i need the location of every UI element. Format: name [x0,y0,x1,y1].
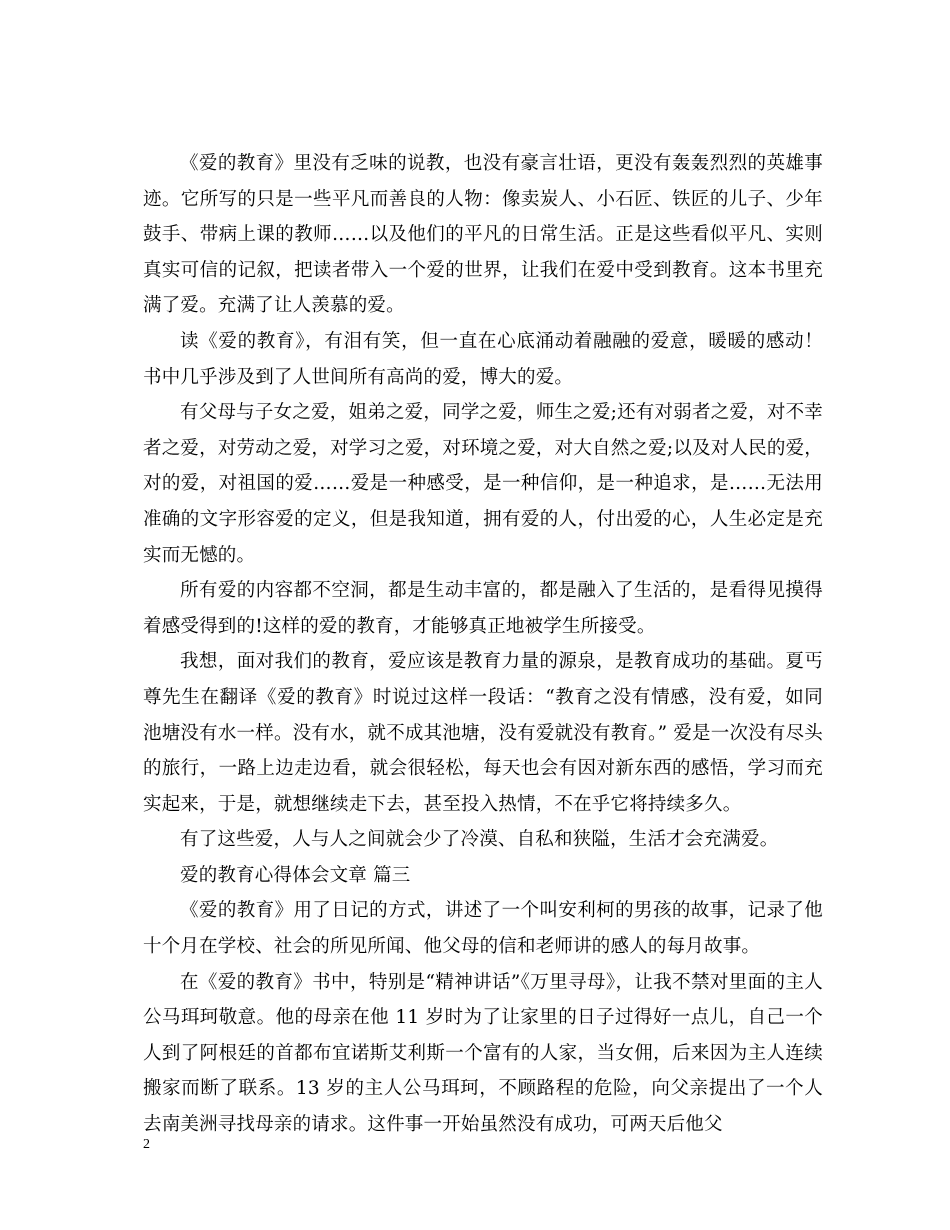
page-number: 2 [143,1137,150,1152]
paragraph-intro: 《爱的教育》里没有乏味的说教，也没有豪言壮语，更没有轰轰烈烈的英雄事迹。它所写的只是一些平凡而善良的人物：像卖炭人、小石匠、铁匠的儿子、少年鼓手、带病上课的教师……以及他们的平凡的日常生活。正是这些看似平凡、实则真实可信的记叙，把读者带入一个爱的世界，让我们在爱中受到教育。这本书里充满了爱。充满了让人羡慕的爱。 [143,153,823,317]
paragraph-kinds-of-love: 有父母与子女之爱，姐弟之爱，同学之爱，师生之爱;还有对弱者之爱，对不幸者之爱，对劳动之爱，对学习之爱，对环境之爱，对大自然之爱;以及对人民的爱，对的爱，对祖国的爱……爱是一种感受，是一种信仰，是一种追求，是……无法用准确的文字形容爱的定义，但是我知道，拥有爱的人，付出爱的心，人生必定是充实而无憾的。 [143,402,823,566]
paragraph-diary-format: 《爱的教育》用了日记的方式，讲述了一个叫安利柯的男孩的故事，记录了他十个月在学校、社会的所见所闻、他父母的信和老师讲的感人的每月故事。 [143,900,823,958]
paragraph-reading-feelings: 读《爱的教育》，有泪有笑，但一直在心底涌动着融融的爱意，暖暖的感动！书中几乎涉及到了人世间所有高尚的爱，博大的爱。 [143,330,823,388]
body-text [143,146,823,1143]
section-heading: 爱的教育心得体会文章 篇三 [180,864,411,886]
paragraph-conclusion: 有了这些爱，人与人之间就会少了冷漠、自私和狭隘，生活才会充满爱。 [180,829,779,851]
paragraph-education-source: 我想，面对我们的教育，爱应该是教育力量的源泉，是教育成功的基础。夏丐尊先生在翻译《爱的教育》时说过这样一段话：“教育之没有情感，没有爱，如同池塘没有水一样。没有水，就不成其池塘，没有爱就没有教育。” 爱是一次没有尽头的旅行，一路上边走边看，就会很轻松，每天也会有因对新东西的感悟，学习而充实起来，于是，就想继续走下去，甚至投入热情，不在乎它将持续多久。 [143,651,823,815]
paragraph-marco-story: 在《爱的教育》书中，特别是“精神讲话”《万里寻母》，让我不禁对里面的主人公马珥珂敬意。他的母亲在他 11 岁时为了让家里的日子过得好一点儿，自己一个人到了阿根廷的首都布宜诺斯艾利斯一个富有的人家，当女佣，后来因为主人连续搬家而断了联系。13 岁的主人公马珥珂，不顾路程的危险，向父亲提出了一个人去南美洲寻找母亲的请求。这件事一开始虽然没有成功，可两天后他父 [143,971,823,1136]
paragraph-love-content: 所有爱的内容都不空洞，都是生动丰富的，都是融入了生活的，是看得见摸得着感受得到的!这样的爱的教育，才能够真正地被学生所接受。 [143,580,823,637]
